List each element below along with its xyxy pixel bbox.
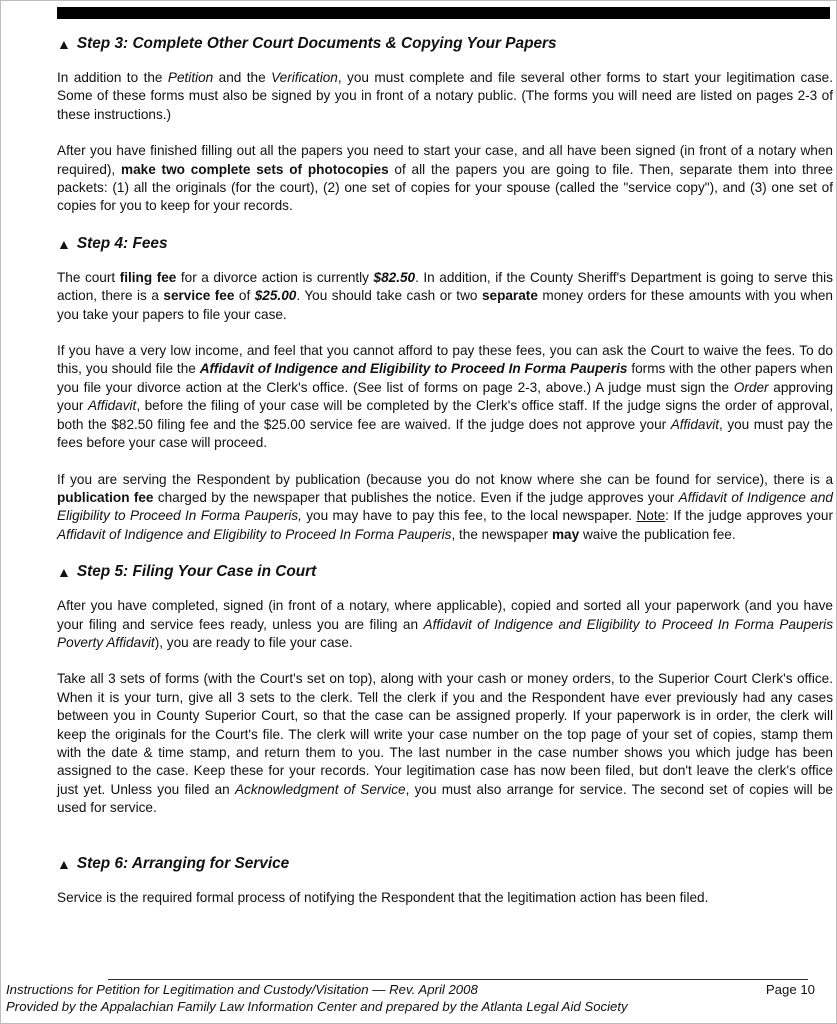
text-run: Affidavit of Indigence and Eligibility to Proceed In Forma Pauperis, [57,489,833,524]
text-run: make two complete sets of photocopies [120,161,389,177]
text-run: Affidavit of Indigence and Eligibility to Proceed In Forma Pauperis [199,361,628,377]
step6-paragraph-1 [57,889,833,907]
step5-heading-text: Step 5: Filing Your Case in Court [76,563,317,581]
text-run: , you must complete and file several other forms to start your legitimation case. Some of these forms must also be signed by you in front of a notary public. (The forms you will need are listed on pages 2-3 of these instructions.) [57,70,833,122]
text-run: After you have completed, signed (in front of a notary, where applicable), copied and sorted all your paperwork (and you have your filing and service fees ready, unless you are filing an [57,598,833,632]
page-number: Page 10 [765,982,815,997]
text-run: service fee [163,288,235,304]
text-run: publication fee [57,489,154,505]
text-run: Service is the required formal process of notifying the Respondent that the legitimation action has been filed. [57,889,709,905]
text-run: waive the publication fee. [579,526,736,542]
text-run: Verification [271,70,338,85]
text-run: : If the judge approves your [665,508,833,524]
step5-heading [57,562,833,582]
text-run: , before the filing of your case will be completed by the Clerk's office staff. If the judge signs the order of approval, both the $82.50 filing fee and the $25.00 service fee are waived. If the judge does not approve your [57,398,833,432]
text-run: The court [57,269,120,285]
text-run: If you are serving the Respondent by publication (because you do not know where she can be found for service), there is a [57,471,833,487]
step5-paragraph-2 [57,670,833,817]
page-footer [6,982,815,1015]
text-run: for a divorce action is currently [176,269,374,285]
text-run: separate [481,288,538,304]
text-run: of all the papers you are going to file. Then, separate them into three packets: (1) all the originals (for the court), (2) one set of copies for your spouse (called the "service copy"), and (3) one set of copies for you to keep for your records. [57,161,833,214]
text-run: Affidavit [87,398,137,414]
step3-heading-text: Step 3: Complete Other Court Documents & Copying Your Papers [76,35,557,52]
text-run: Acknowledgment of Service [234,781,406,797]
step5-paragraph-1 [57,597,833,652]
text-run: money orders for these amounts with you when you take your papers to file your case. [57,288,833,322]
step4-paragraph-2 [57,342,833,452]
footer-rule [108,979,808,980]
text-run: . In addition, if the County Sheriff's Department is going to serve this action, there is a [57,269,833,304]
text-run: Take all 3 sets of forms (with the Court's set on top), along with your cash or money orders, to the Superior Court Clerk's office. When it is your turn, give all 3 sets to the clerk. Tell the clerk if you and the Respondent have ever previously had any cases between you in County Superior Court, so that the case can be assigned properly. If your paperwork is in order, the clerk will keep the originals for the Court's file. The clerk will write your case number on the top page of your set of copies, stamp them with the date & time stamp, and return them to you. The last number in the case number shows you which judge has been assigned to the case. Keep these for your records. Your legitimation case has now been filed, but don't leave the clerk's office just yet. Unless you filed an [57,671,833,797]
text-run: ), you are ready to file your case. [154,634,353,650]
text-run: of [234,288,255,304]
text-run: If you have a very low income, and feel that you cannot afford to pay these fees, you can ask the Court to waive the fees. To do this, you should file the [57,343,833,377]
triangle-icon: ▲ [57,564,71,581]
document-body [57,34,833,925]
triangle-icon: ▲ [57,36,71,52]
text-run: may [551,526,580,542]
text-run: Affidavit [670,416,720,432]
step3-paragraph-1 [57,69,833,124]
text-run: charged by the newspaper that publishes the notice. Even if the judge approves your [153,489,679,505]
step4-paragraph-3 [57,471,833,545]
step4-heading [57,234,833,254]
text-run: , the newspaper [451,526,552,542]
text-run: $82.50 [373,269,416,285]
text-run: Note [636,508,666,524]
step3-heading [57,34,833,54]
text-run: you may have to pay this fee, to the local newspaper. [301,508,637,524]
step4-paragraph-1 [57,269,833,324]
triangle-icon: ▲ [57,855,71,872]
step3-paragraph-2 [57,142,833,216]
text-run: After you have finished filling out all the papers you need to start your case, and all have been signed (in front of a notary when required), [57,143,833,177]
triangle-icon: ▲ [57,235,71,252]
text-run: Petition [167,70,214,85]
text-run: $25.00 [254,288,297,304]
step6-heading [57,854,833,874]
text-run: Affidavit of Indigence and Eligibility to Proceed In Forma Pauperis [57,526,452,542]
text-run: and the [213,70,272,85]
step6-heading-text: Step 6: Arranging for Service [76,854,290,872]
text-run: , you must pay the fees before your case will proceed. [57,416,833,451]
text-run: approving your [57,379,834,414]
text-run: filing fee [119,269,177,285]
step4-heading-text: Step 4: Fees [76,234,168,252]
text-run: forms with the other papers when you file your divorce action at the Clerk's office. (See list of forms on page 2-3, above.) A judge must sign the [57,361,833,395]
text-run: Affidavit of Indigence and Eligibility to Proceed In Forma Pauperis Poverty Affidavit [57,616,833,650]
text-run: . You should take cash or two [296,288,482,304]
footer-title: Instructions for Petition for Legitimation and Custody/Visitation — Rev. April 2008 [6,982,478,997]
text-run: Order [733,379,769,395]
text-run: In addition to the [57,70,168,85]
footer-credit: Provided by the Appalachian Family Law Information Center and prepared by the Atlanta Legal Aid Society [6,998,628,1014]
header-bar [57,7,830,19]
text-run: , you must also arrange for service. The second set of copies will be used for service. [57,781,833,816]
